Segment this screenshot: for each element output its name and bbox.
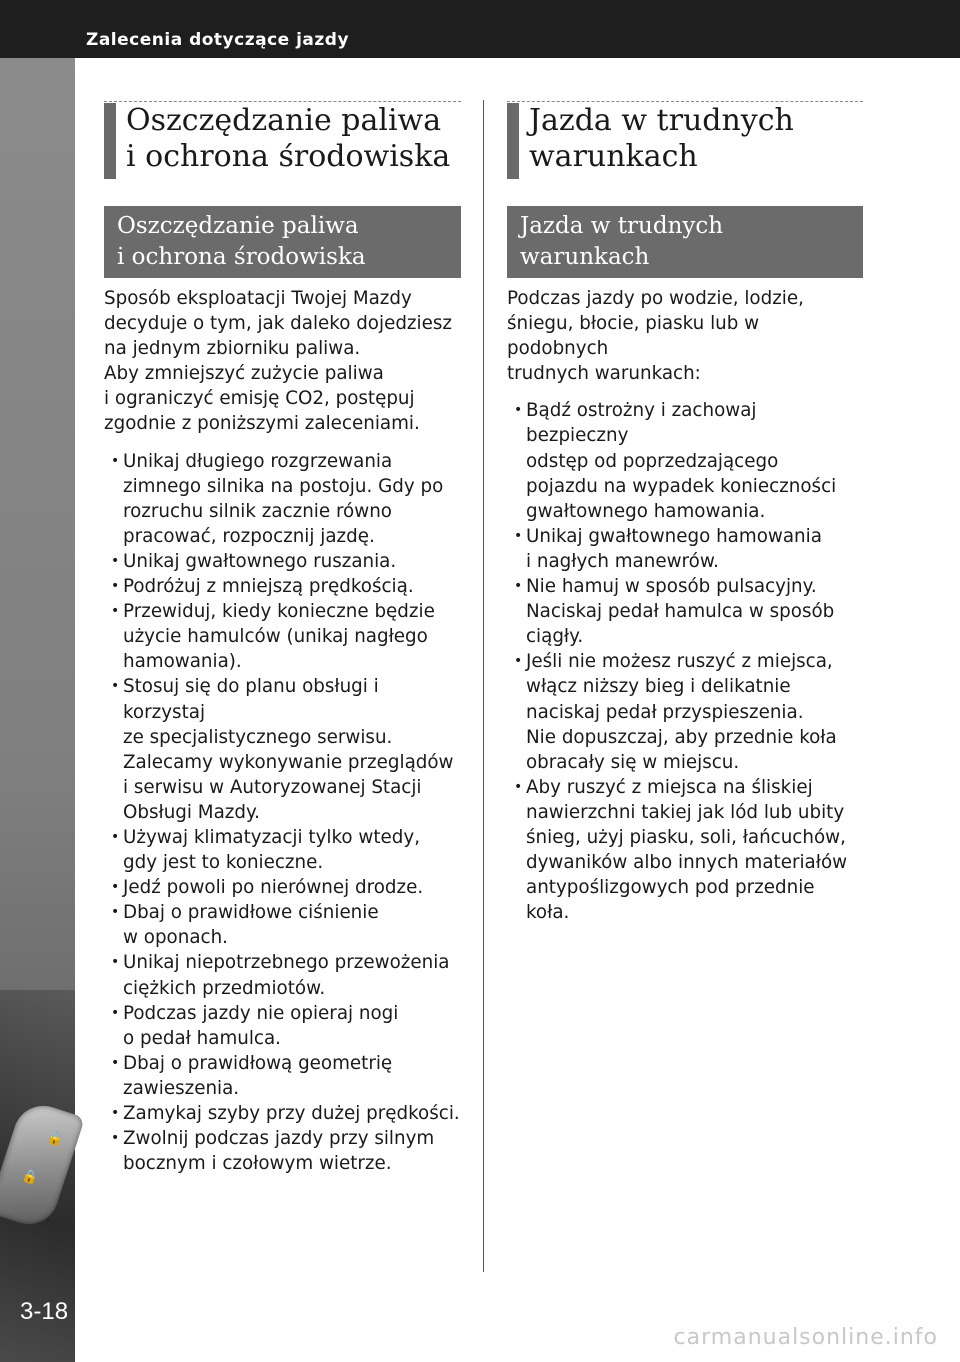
section-heading-difficult: Jazda w trudnych warunkach (507, 103, 863, 179)
list-item: • Aby ruszyć z miejsca na śliskiej nawierzchni takiej jak lód lub ubity śnieg, użyj piasku, soli, łańcuchów, dywaników albo innych materiałów antypoślizgowych pod przednie koła. (507, 775, 863, 926)
list-item: • Stosuj się do planu obsługi i korzystaj ze specjalistycznego serwisu. Zalecamy wykonywanie przeglądów i serwisu w Autoryzowanej Stacji Obsługi Mazdy. (104, 674, 461, 825)
divider-dashed-left (104, 101, 461, 102)
section-heading-fuel: Oszczędzanie paliwa i ochrona środowiska (104, 103, 461, 179)
list-item: • Przewiduj, kiedy konieczne będzie użycie hamulców (unikaj nagłego hamowania). (104, 599, 461, 674)
list-fuel (104, 449, 461, 1177)
lock-icon: 🔒 (20, 1167, 41, 1187)
list-item: • Jeśli nie możesz ruszyć z miejsca, włącz niższy bieg i delikatnie naciskaj pedał przyspieszenia. Nie dopuszczaj, aby przednie koła obracały się w miejscu. (507, 649, 863, 774)
list-item: • Dbaj o prawidłową geometrię zawieszenia. (104, 1051, 461, 1101)
list-item: • Zamykaj szyby przy dużej prędkości. (104, 1101, 461, 1126)
list-item: • Podczas jazdy nie opieraj nogi o pedał hamulca. (104, 1001, 461, 1051)
unlock-icon: 🔓 (45, 1129, 66, 1149)
list-item: • Podróżuj z mniejszą prędkością. (104, 574, 461, 599)
body-difficult (507, 286, 863, 925)
list-item: • Unikaj gwałtownego hamowania i nagłych manewrów. (507, 524, 863, 574)
list-item: • Unikaj gwałtownego ruszania. (104, 549, 461, 574)
watermark: carmanualsonline.info (673, 1325, 938, 1350)
page-number: 3-18 (20, 1298, 69, 1325)
list-difficult (507, 398, 863, 925)
list-item: • Jedź powoli po nierównej drodze. (104, 875, 461, 900)
intro-fuel: Sposób eksploatacji Twojej Mazdy decyduje o tym, jak daleko dojedziesz na jednym zbiorniku paliwa. Aby zmniejszyć zużycie paliwa i ograniczyć emisję CO2, postępuj zgodnie z poniższymi zaleceniami. (104, 288, 452, 435)
list-item: • Bądź ostrożny i zachowaj bezpieczny odstęp od poprzedzającego pojazdu na wypadek konieczności gwałtownego hamowania. (507, 398, 863, 523)
subheading-fuel: Oszczędzanie paliwa i ochrona środowiska (104, 206, 461, 278)
column-divider (483, 100, 484, 1272)
header-title: Zalecenia dotyczące jazdy (86, 30, 350, 50)
list-item: • Nie hamuj w sposób pulsacyjny. Naciskaj pedał hamulca w sposób ciągły. (507, 574, 863, 649)
list-item: • Używaj klimatyzacji tylko wtedy, gdy jest to konieczne. (104, 825, 461, 875)
body-fuel (104, 286, 461, 1176)
header-bar (0, 0, 960, 58)
divider-dashed-right (507, 101, 863, 102)
list-item: • Unikaj długiego rozgrzewania zimnego silnika na postoju. Gdy po rozruchu silnik zacznie równo pracować, rozpocznij jazdę. (104, 449, 461, 549)
subheading-difficult: Jazda w trudnych warunkach (507, 206, 863, 278)
list-item: • Unikaj niepotrzebnego przewożenia ciężkich przedmiotów. (104, 950, 461, 1000)
list-item: • Dbaj o prawidłowe ciśnienie w oponach. (104, 900, 461, 950)
list-item: • Zwolnij podczas jazdy przy silnym bocznym i czołowym wietrze. (104, 1126, 461, 1176)
intro-difficult: Podczas jazdy po wodzie, lodzie, śniegu, błocie, piasku lub w podobnych trudnych warunkach: (507, 288, 804, 385)
